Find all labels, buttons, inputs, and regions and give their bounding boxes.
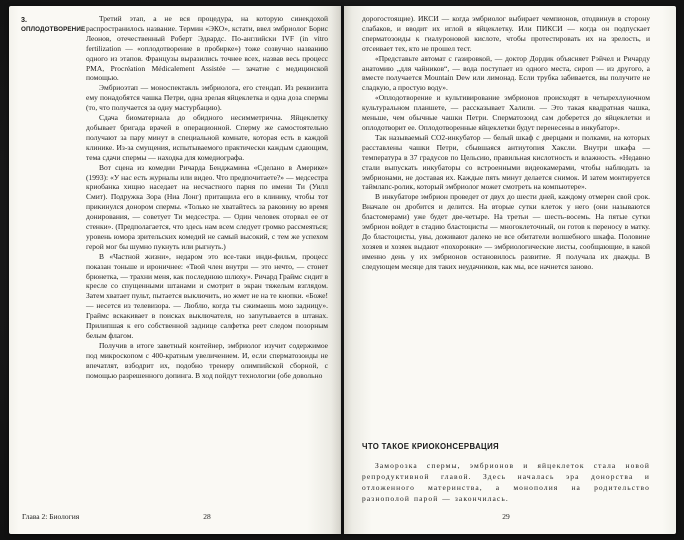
right-page-footer — [344, 512, 676, 522]
page-number-left: 28 — [203, 512, 211, 521]
paragraph: Третий этап, а не вся процедура, на которую синекдохой распространилось название. Термин «ЭКО», кстати, ввел эмбриолог Борис Леонов, отечественный Роберт Эдвардс. По-английски IVF (in vitro fertilization — «оплодотворение в пробирке») тоже созвучно названию одного из этапов. Французы выразились точнее всех, назвав весь процесс PMA, Procréation Médicalement Assistée — зачатие с медицинской помощью. — [86, 14, 328, 83]
paragraph: «Оплодотворение и культивирование эмбрионов происходят в четырехлуночном культуральном планшете, — рассказывает Халили. — Это такая квадратная чашка, меньше, чем обычные чашки Петри. Сперматозоид сам доберется до яйцеклетки и оплодотворит ее. Оплодотворенные яйцеклетки будут перенесены в инкубатор». — [362, 93, 650, 132]
right-page — [344, 6, 676, 534]
left-page-footer — [9, 512, 341, 522]
footer-chapter-label: Глава 2: Биология — [22, 512, 80, 521]
paragraph: Эмбриоэтап — моноспектакль эмбриолога, его стендап. Из реквизита ему понадобятся чашка Петри, одна зрелая яйцеклетка и одна доза спермы (то, что получается за одну мастурбацию). — [86, 83, 328, 113]
left-text-column — [86, 14, 328, 381]
page-number-right: 29 — [502, 512, 510, 521]
cryopreservation-section — [362, 442, 650, 504]
paragraph: Так называемый СО2-инкубатор — белый шкаф с дверцами и полками, на которых расставлены чашки Петри, сбывшаяся антиутопия Хаксли. Внутри шкафа — температура в 37 градусов по Цельсию, правильная кислотность и влажность. «Недавно стали выпускать инкубаторы со встроенными видеокамерами, чтобы наблюдать за эмбрионами, не доставая их. Каждые пять минут делается снимок. И затем монтируется таймлапс-ролик, который эмбриолог может смотреть на компьютере». — [362, 132, 650, 192]
paragraph: Вот сцена из комедии Ричарда Бенджамина «Сделано в Америке» (1993): «У нас есть журналы или видео. Что предпочитаете?» — медсестра криобанка хищно наседает на несчастного парня по имени Ти (Уилл Смит). Подружка Зора (Ниа Лонг) притащила его в клинику, чтобы тот прикинулся донором спермы. «Только не хватайтесь за раковину во время донирования, — советует Ти медсестра. — Один человек оторвал ее от стенки». (Предполагается, что здесь нам всем следует громко рассмеяться; уровень юмора зрительских комедий не самый высокий, с тем же успехом герой мог бы шумно пукнуть или рыгнуть.) — [86, 162, 328, 251]
margin-section-label — [21, 15, 86, 34]
section-number: 3. — [21, 15, 27, 24]
paragraph: дорогостоящие). ИКСИ — когда эмбриолог выбирает чемпионов, отодвинув в сторону слабаков, и вводит их иглой в яйцеклетку. Или ПИКСИ — когда он подпускает сперматозоиды к гиалуроновой кислоте, чтобы протестировать их на зрелость, и отсеивает тех, кто не прошел тест. — [362, 14, 650, 53]
section-title: ОПЛОДОТВОРЕНИЕ — [21, 25, 86, 33]
right-text-column — [362, 14, 650, 272]
paragraph: «Представьте автомат с газировкой, — доктор Дордик объясняет Рэйчел и Ричарду анатомию „для чайников“, — вода поступает из одного места, сироп — из другого, а вместе получается Mountain Dew или лимонад. Если трубка забивается, вы получите не сладкую, а простую воду». — [362, 53, 650, 93]
left-page — [9, 6, 341, 534]
closing-paragraph: Заморозка спермы, эмбрионов и яйцеклеток стала новой репродуктивной главой. Здесь началась эра донорства и отложенного материнства, а монополия на родительство разнополой парой — закончилась. — [362, 461, 650, 503]
paragraph: В «Частной жизни», недаром это все-таки инди-фильм, процесс показан тоньше и ироничнее: «Твой член внутри — это нечто, — стонет брюнетка, — трахни меня, как последнюю шлюху». Ричард Граймс сидит в кресле со спущенными штанами и смотрит в экран тяжелым взглядом. Затем хватает пульт, пытается выключить, но жмет не на те кнопки. «Боже! — несется из телевизора. — Люблю, когда ты сжимаешь мою задницу». Граймс вскакивает в поисках выключателя, но запутывается в штанах. Прилипшая к его собственной заднице салфетка реет следом позорным белым флагом. — [86, 251, 328, 340]
paragraph: В инкубаторе эмбрион проведет от двух до шести дней, каждому отмерен свой срок. Вначале он дробится и делится. На вторые сутки клеток у него (они называются бластомерами) уже будет две-четыре. На третьи — шесть-восемь. На пятые сутки эмбрион войдет в стадию бластоцисты — многоклеточный, он готов к переносу в матку. До бластоцисты, увы, доживают далеко не все обитатели волшебного шкафа. Половине хозяев и хозяек выдают «похоронки» — эмбриологические листы, сообщающие, в какой именно день у их эмбрионов остановилось развитие. Я получала их дважды. В следующем месяце для таких неудачников, как мы, все начнется заново. — [362, 192, 650, 271]
paragraph: Получив в итоге заветный контейнер, эмбриолог изучит содержимое под микроскопом с 400-кратным увеличением. И, если сперматозоиды не впечатлят, взбодрит их, подобно тренеру олимпийской сборной, с помощью разрешенного допинга. В ход пойдут технологии (обе довольно — [86, 340, 328, 380]
section-heading: ЧТО ТАКОЕ КРИОКОНСЕРВАЦИЯ — [362, 442, 500, 451]
paragraph: Сдача биоматериала до обидного несимметрична. Яйцеклетку добывает бригада врачей в операционной. Сперму же самостоятельно получают за пару минут в специальной комнате, которая есть в каждой клинике. Из-за смущения, испытываемого практически каждым сдающим, тема сдачи спермы — находка для комедиографа. — [86, 113, 328, 162]
